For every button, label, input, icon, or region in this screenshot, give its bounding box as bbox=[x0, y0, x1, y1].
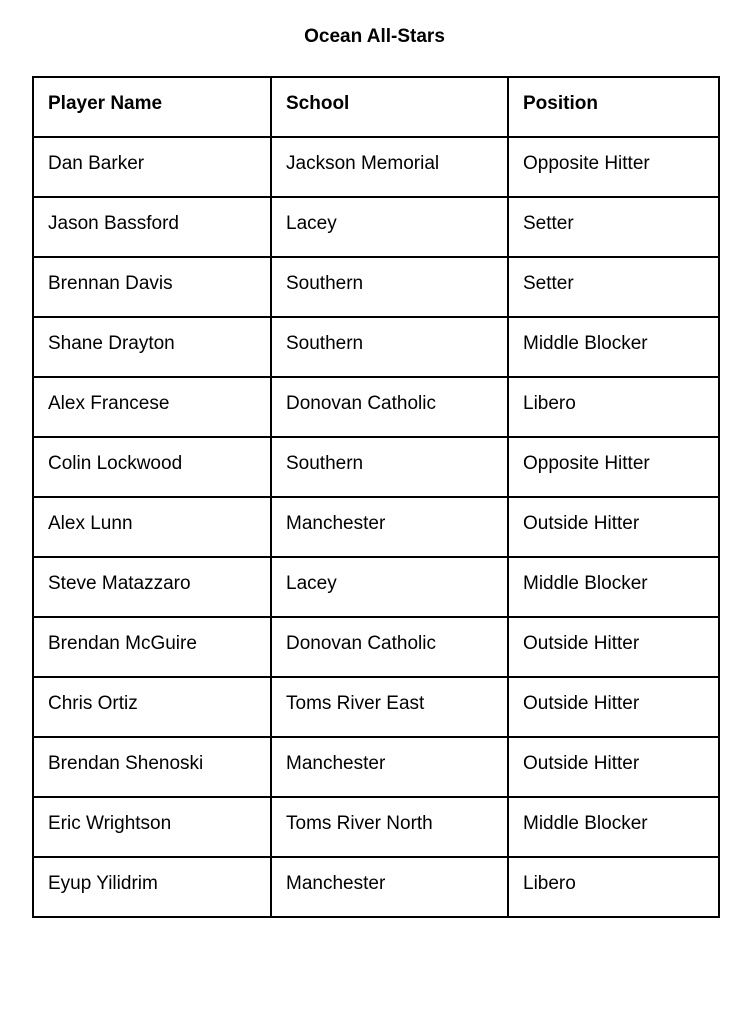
table-row bbox=[33, 377, 719, 437]
table-row bbox=[33, 857, 719, 917]
cell-position: Middle Blocker bbox=[508, 797, 719, 857]
cell-school: Toms River North bbox=[271, 797, 508, 857]
table-row bbox=[33, 797, 719, 857]
cell-player-name: Eyup Yilidrim bbox=[33, 857, 271, 917]
cell-player-name: Alex Lunn bbox=[33, 497, 271, 557]
cell-position: Libero bbox=[508, 377, 719, 437]
column-header-player-name bbox=[33, 77, 271, 137]
table-row bbox=[33, 257, 719, 317]
column-header-label: Player Name bbox=[48, 93, 163, 114]
cell-school: Toms River East bbox=[271, 677, 508, 737]
column-header-position bbox=[508, 77, 719, 137]
table-row bbox=[33, 317, 719, 377]
cell-player-name: Chris Ortiz bbox=[33, 677, 271, 737]
cell-player-name: Alex Francese bbox=[33, 377, 271, 437]
cell-school: Manchester bbox=[271, 737, 508, 797]
cell-player-name: Shane Drayton bbox=[33, 317, 271, 377]
table-row bbox=[33, 557, 719, 617]
column-header-school bbox=[271, 77, 508, 137]
cell-position: Setter bbox=[508, 257, 719, 317]
table-row bbox=[33, 617, 719, 677]
column-header-label: School bbox=[286, 93, 350, 114]
cell-position: Setter bbox=[508, 197, 719, 257]
cell-position: Middle Blocker bbox=[508, 557, 719, 617]
cell-school: Donovan Catholic bbox=[271, 617, 508, 677]
cell-position: Outside Hitter bbox=[508, 497, 719, 557]
cell-player-name: Brendan Shenoski bbox=[33, 737, 271, 797]
cell-player-name: Brendan McGuire bbox=[33, 617, 271, 677]
table-row bbox=[33, 437, 719, 497]
table-row bbox=[33, 677, 719, 737]
cell-school: Manchester bbox=[271, 857, 508, 917]
cell-player-name: Brennan Davis bbox=[33, 257, 271, 317]
cell-player-name: Colin Lockwood bbox=[33, 437, 271, 497]
cell-school: Lacey bbox=[271, 197, 508, 257]
roster-table bbox=[32, 76, 720, 918]
table-row bbox=[33, 497, 719, 557]
table-row bbox=[33, 197, 719, 257]
cell-position: Middle Blocker bbox=[508, 317, 719, 377]
cell-position: Opposite Hitter bbox=[508, 437, 719, 497]
cell-player-name: Eric Wrightson bbox=[33, 797, 271, 857]
cell-position: Libero bbox=[508, 857, 719, 917]
column-header-label: Position bbox=[523, 93, 598, 114]
cell-position: Opposite Hitter bbox=[508, 137, 719, 197]
cell-player-name: Dan Barker bbox=[33, 137, 271, 197]
table-row bbox=[33, 137, 719, 197]
cell-school: Jackson Memorial bbox=[271, 137, 508, 197]
cell-school: Lacey bbox=[271, 557, 508, 617]
cell-player-name: Jason Bassford bbox=[33, 197, 271, 257]
cell-position: Outside Hitter bbox=[508, 677, 719, 737]
table-row bbox=[33, 737, 719, 797]
cell-school: Southern bbox=[271, 317, 508, 377]
cell-position: Outside Hitter bbox=[508, 617, 719, 677]
cell-school: Southern bbox=[271, 257, 508, 317]
table-header-row bbox=[33, 77, 719, 137]
cell-school: Southern bbox=[271, 437, 508, 497]
cell-position: Outside Hitter bbox=[508, 737, 719, 797]
cell-school: Donovan Catholic bbox=[271, 377, 508, 437]
cell-player-name: Steve Matazzaro bbox=[33, 557, 271, 617]
cell-school: Manchester bbox=[271, 497, 508, 557]
page-title: Ocean All-Stars bbox=[304, 26, 445, 47]
